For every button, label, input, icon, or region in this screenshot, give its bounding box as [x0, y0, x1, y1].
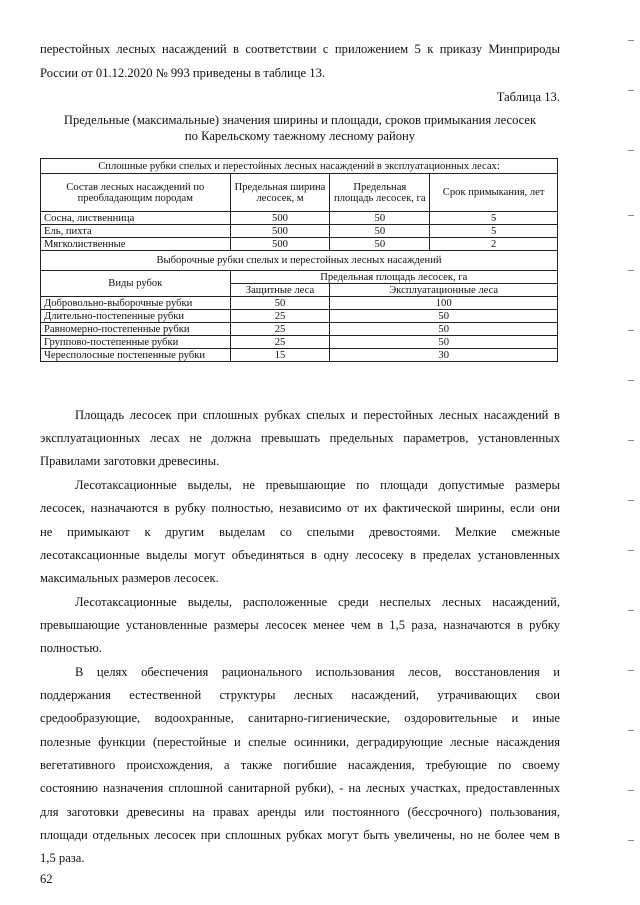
- row-area: 50: [330, 238, 430, 251]
- row-protective: 15: [230, 349, 330, 362]
- paragraph-4-line-6: состоянию назначения сплошной санитарной рубки), - на лесных участках, предоставленных: [40, 781, 560, 795]
- col-header-types: Виды рубок: [41, 271, 231, 297]
- row-term: 5: [430, 225, 558, 238]
- paragraph-3-line-3: полностью.: [40, 641, 102, 655]
- row-name: Чересполосные постепенные рубки: [41, 349, 231, 362]
- col-header-protective: Защитные леса: [230, 284, 330, 297]
- table-title-line-2: по Карельскому таежному лесному району: [184, 129, 416, 143]
- paragraph-4-line-8: площади отдельных лесосек при сплошных рубках могут быть увеличены, но не более чем в: [40, 828, 560, 842]
- paragraph-3-line-1: Лесотаксационные выделы, расположенные среди неспелых лесных насаждений,: [75, 595, 560, 609]
- row-protective: 25: [230, 310, 330, 323]
- paragraph-2-line-3: не примыкают к другим выделам со спелыми древостоями. Мелкие смежные: [40, 525, 560, 539]
- table-title-line-1: Предельные (максимальные) значения ширины и площади, сроков примыкания лесосек: [63, 113, 537, 127]
- row-name: Равномерно-постепенные рубки: [41, 323, 231, 336]
- scan-margin-marks: [622, 30, 634, 880]
- page-number: 62: [40, 872, 53, 886]
- table-row: [41, 310, 558, 323]
- row-exploitation: 50: [330, 323, 558, 336]
- table-label: Таблица 13.: [496, 90, 560, 104]
- col-header-area: Предельная площадь лесосек, га: [330, 174, 430, 212]
- row-name: Сосна, лиственница: [41, 212, 231, 225]
- paragraph-4-line-1: В целях обеспечения рационального использования лесов, восстановления и: [75, 665, 560, 679]
- row-exploitation: 50: [330, 336, 558, 349]
- clearcut-section-header: Сплошные рубки спелых и перестойных лесных насаждений в эксплуатационных лесах:: [41, 159, 558, 174]
- selective-section-header: Выборочные рубки спелых и перестойных лесных насаждений: [41, 251, 558, 271]
- intro-line-1: перестойных лесных насаждений в соответствии с приложением 5 к приказу Минприроды: [40, 42, 560, 56]
- row-term: 2: [430, 238, 558, 251]
- paragraph-2-line-2: лесосек, назначаются в рубку полностью, независимо от их фактической ширины, если они: [40, 501, 560, 515]
- paragraph-3-line-2: превышающие установленные размеры лесосек менее чем в 1,5 раза, назначаются в рубку: [40, 618, 560, 632]
- col-header-term: Срок примыкания, лет: [430, 174, 558, 212]
- paragraph-1-line-1: Площадь лесосек при сплошных рубках спелых и перестойных лесных насаждений в: [75, 408, 560, 422]
- row-name: Мягколиственные: [41, 238, 231, 251]
- row-name: Группово-постепенные рубки: [41, 336, 231, 349]
- row-term: 5: [430, 212, 558, 225]
- paragraph-2-line-5: максимальных размеров лесосек.: [40, 571, 219, 585]
- col-header-composition: Состав лесных насаждений по преобладающим породам: [41, 174, 231, 212]
- table-row: [41, 323, 558, 336]
- paragraph-1-line-2: эксплуатационных лесах не должна превышать предельных параметров, установленных: [40, 431, 560, 445]
- intro-line-2: России от 01.12.2020 № 993 приведены в таблице 13.: [40, 66, 326, 80]
- paragraph-2-line-1: Лесотаксационные выделы, не превышающие по площади допустимые размеры: [75, 478, 560, 492]
- table-row: [41, 297, 558, 310]
- paragraph-4-line-7: для заготовки древесины на правах аренды или постоянного (бессрочного) пользования,: [40, 805, 560, 819]
- col-header-exploitation: Эксплуатационные леса: [330, 284, 558, 297]
- col-header-selective-area: Предельная площадь лесосек, га: [230, 271, 557, 284]
- row-area: 50: [330, 225, 430, 238]
- row-name: Ель, пихта: [41, 225, 231, 238]
- limits-table: [40, 158, 558, 362]
- table-row: [41, 238, 558, 251]
- row-width: 500: [230, 238, 330, 251]
- table-row: [41, 349, 558, 362]
- table-row: [41, 212, 558, 225]
- table-row: [41, 336, 558, 349]
- col-header-width: Предельная ширина лесосек, м: [230, 174, 330, 212]
- row-width: 500: [230, 212, 330, 225]
- row-protective: 25: [230, 336, 330, 349]
- paragraph-4-line-2: поддержания естественной структуры лесных насаждений, утрачивающих свои: [40, 688, 560, 702]
- paragraph-1-line-3: Правилами заготовки древесины.: [40, 454, 220, 468]
- row-exploitation: 100: [330, 297, 558, 310]
- row-exploitation: 50: [330, 310, 558, 323]
- row-protective: 25: [230, 323, 330, 336]
- paragraph-4-line-4: полезные функции (перестойные и спелые осинники, деградирующие лесные насаждения: [40, 735, 560, 749]
- paragraph-4-line-3: средообразующие, водоохранные, санитарно-гигиенические, оздоровительные и иные: [40, 711, 560, 725]
- row-width: 500: [230, 225, 330, 238]
- row-area: 50: [330, 212, 430, 225]
- row-exploitation: 30: [330, 349, 558, 362]
- row-protective: 50: [230, 297, 330, 310]
- row-name: Добровольно-выборочные рубки: [41, 297, 231, 310]
- row-name: Длительно-постепенные рубки: [41, 310, 231, 323]
- paragraph-4-line-9: 1,5 раза.: [40, 851, 85, 865]
- table-row: [41, 225, 558, 238]
- paragraph-4-line-5: вегетативного происхождения, а также погибшие насаждения, требующие по своему: [40, 758, 560, 772]
- paragraph-2-line-4: лесотаксационные выделы могут объединяться в одну лесосеку в пределах установленных: [40, 548, 560, 562]
